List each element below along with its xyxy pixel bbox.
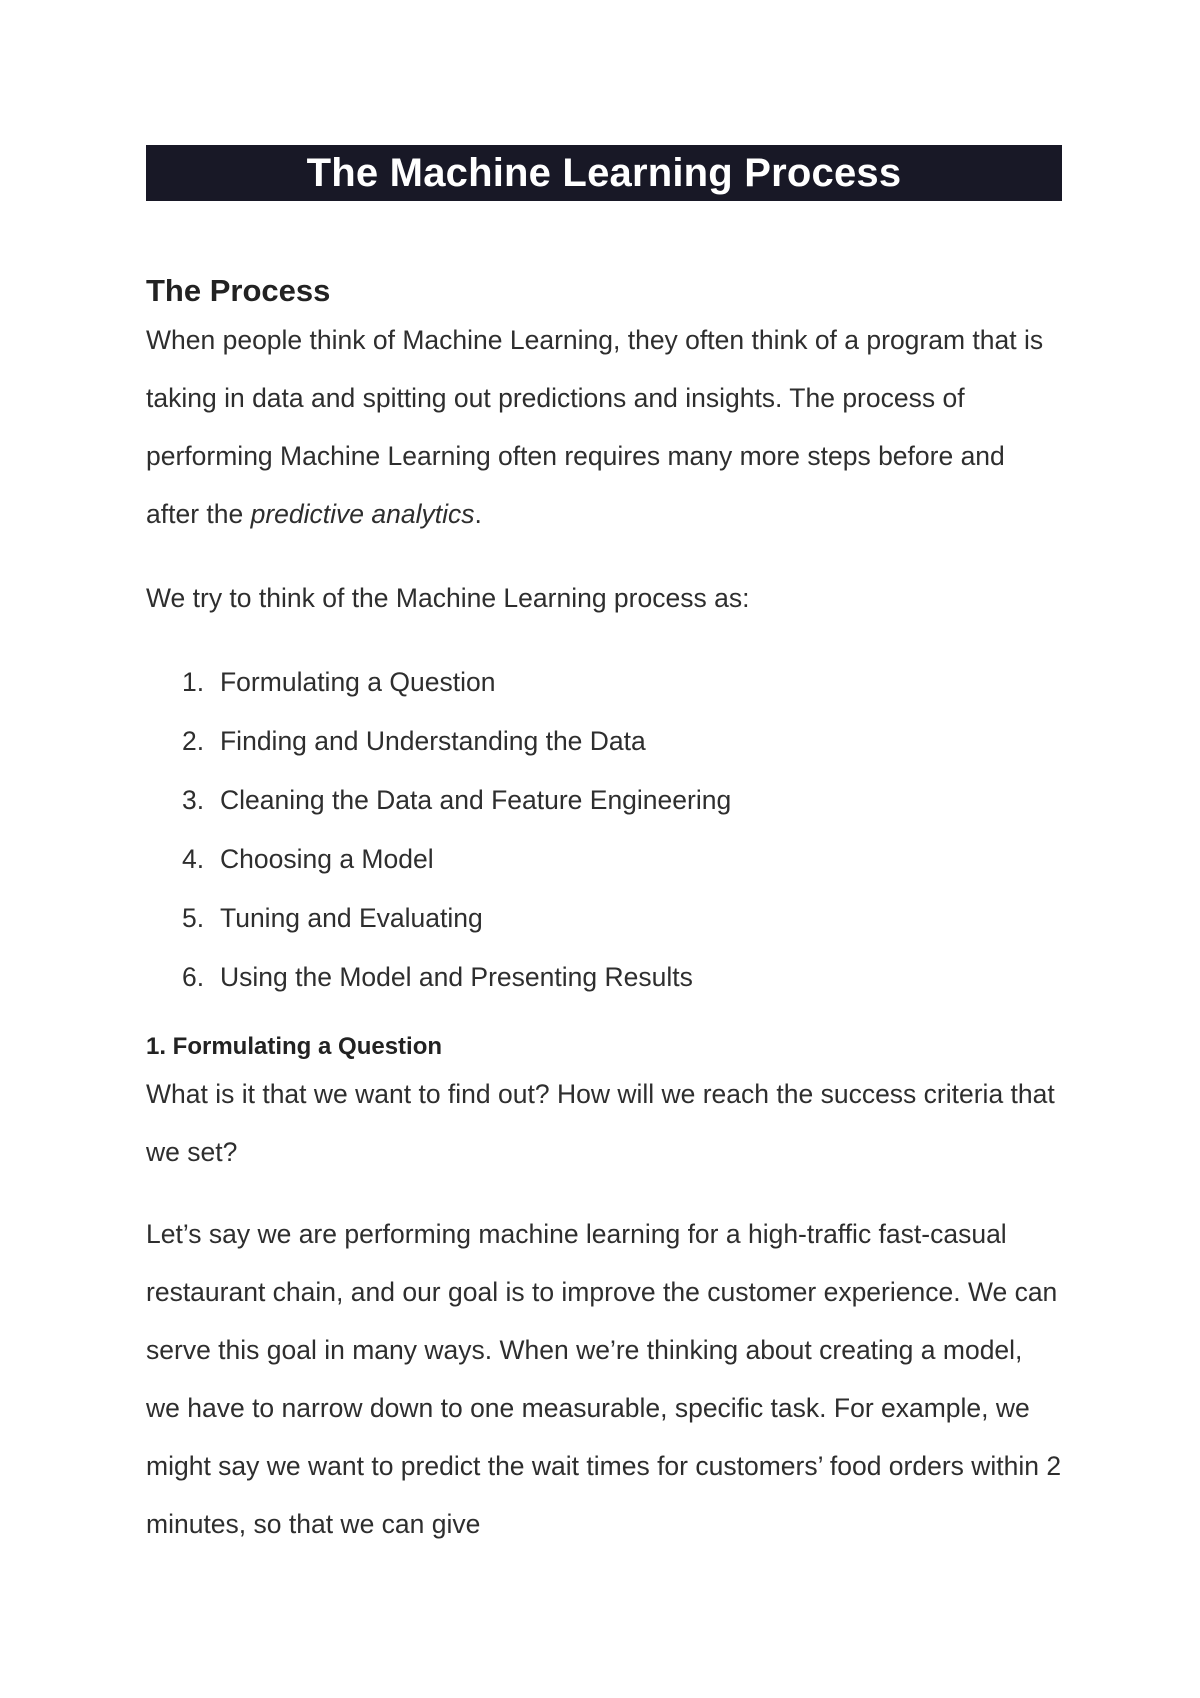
list-item-label: Using the Model and Presenting Results xyxy=(220,962,693,992)
list-item-label: Formulating a Question xyxy=(220,667,496,697)
document-page xyxy=(146,145,1062,1553)
list-item-number: 1. xyxy=(182,667,205,697)
list-item xyxy=(182,830,1062,889)
intro-text: When people think of Machine Learning, they often think of a program that is taking in data and spitting out predictions and insights. The process of performing Machine Learning often requires many more steps before and after the xyxy=(146,325,1044,529)
list-item xyxy=(182,889,1062,948)
section-heading: The Process xyxy=(146,273,331,308)
list-item-number: 4. xyxy=(182,844,205,874)
list-item-number: 6. xyxy=(182,962,205,992)
intro-text-end: . xyxy=(474,499,482,529)
list-item-number: 3. xyxy=(182,785,205,815)
list-item xyxy=(182,948,1062,1007)
title-banner xyxy=(146,145,1062,201)
list-item-label: Finding and Understanding the Data xyxy=(220,726,646,756)
list-item-number: 2. xyxy=(182,726,205,756)
list-item xyxy=(182,771,1062,830)
subsection-paragraph-2: Let’s say we are performing machine learning for a high-traffic fast-casual restaurant chain, and our goal is to improve the customer experience. We can serve this goal in many ways. When we’re thinking about creating a model, we have to narrow down to one measurable, specific task. For example, we might say we want to predict the wait times for customers’ food orders within 2 minutes, so that we can give xyxy=(146,1219,1062,1539)
document-title: The Machine Learning Process xyxy=(306,150,902,195)
list-item-label: Tuning and Evaluating xyxy=(220,903,483,933)
lead-in-paragraph: We try to think of the Machine Learning process as: xyxy=(146,583,750,613)
intro-paragraph xyxy=(146,311,1062,543)
list-item-label: Choosing a Model xyxy=(220,844,434,874)
list-item xyxy=(182,712,1062,771)
list-item-label: Cleaning the Data and Feature Engineering xyxy=(220,785,732,815)
subsection-heading: 1. Formulating a Question xyxy=(146,1033,443,1060)
list-item xyxy=(182,653,1062,712)
intro-emphasis: predictive analytics xyxy=(250,499,475,529)
list-item-number: 5. xyxy=(182,903,205,933)
process-steps-list xyxy=(146,653,1062,1007)
subsection-paragraph-1: What is it that we want to find out? How will we reach the success criteria that we set? xyxy=(146,1079,1055,1167)
